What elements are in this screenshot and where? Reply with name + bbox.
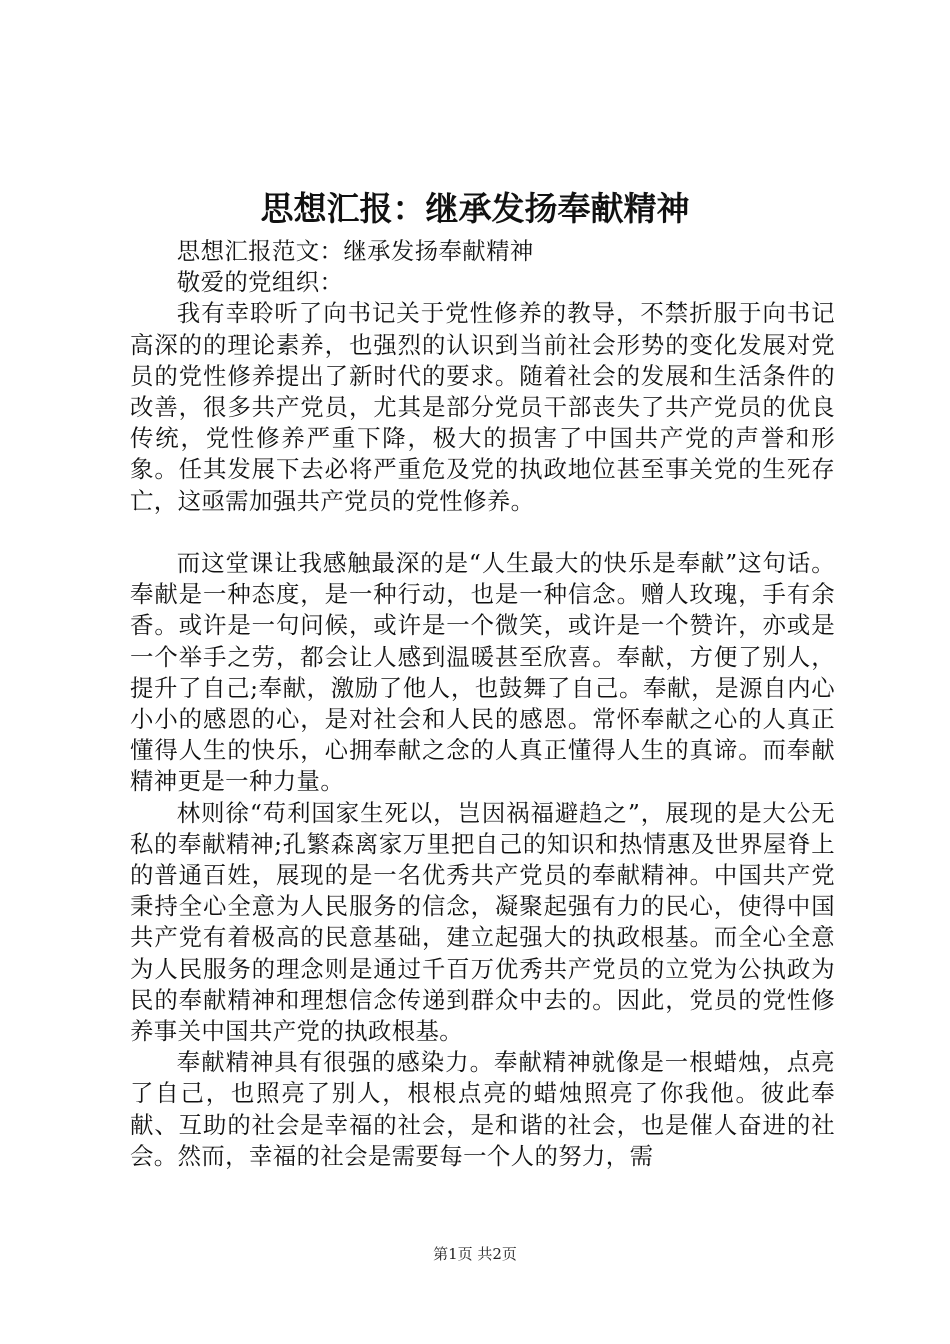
document-body — [130, 236, 835, 1172]
document-title: 思想汇报：继承发扬奉献精神 — [260, 189, 690, 228]
page-indicator: 第1页 共2页 — [433, 1245, 517, 1263]
page-footer — [0, 1243, 950, 1265]
body-paragraph: 而这堂课让我感触最深的是“人生最大的快乐是奉献”这句话。奉献是一种态度，是一种行动，也是一种信念。赠人玫瑰，手有余香。或许是一句问候，或许是一个微笑，或许是一个赞许，亦或是一个举手之劳，都会让人感到温暖甚至欣喜。奉献，方便了别人，提升了自己;奉献，激励了他人，也鼓舞了自己。奉献，是源自内心小小的感恩的心，是对社会和人民的感恩。常怀奉献之心的人真正懂得人生的快乐，心拥奉献之念的人真正懂得人生的真谛。而奉献精神更是一种力量。 — [130, 549, 835, 796]
document-subtitle: 思想汇报范文：继承发扬奉献精神 — [176, 237, 534, 265]
body-paragraph: 我有幸聆听了向书记关于党性修养的教导，不禁折服于向书记高深的的理论素养，也强烈的认识到当前社会形势的变化发展对党员的党性修养提出了新时代的要求。随着社会的发展和生活条件的改善，很多共产党员，尤其是部分党员干部丧失了共产党员的优良传统，党性修养严重下降，极大的损害了中国共产党的声誉和形象。任其发展下去必将严重危及党的执政地位甚至事关党的生死存亡，这亟需加强共产党员的党性修养。 — [130, 299, 835, 515]
body-paragraph: 林则徐“苟利国家生死以，岂因祸福避趋之”，展现的是大公无私的奉献精神;孔繁森离家万里把自己的知识和热情惠及世界屋脊上的普通百姓，展现的是一名优秀共产党员的奉献精神。中国共产党秉持全心全意为人民服务的信念，凝聚起强有力的民心，使得中国共产党有着极高的民意基础，建立起强大的执政根基。而全心全意为人民服务的理念则是通过千百万优秀共产党员的立党为公执政为民的奉献精神和理想信念传递到群众中去的。因此，党员的党性修养事关中国共产党的执政根基。 — [130, 798, 835, 1046]
body-paragraph: 奉献精神具有很强的感染力。奉献精神就像是一根蜡烛，点亮了自己，也照亮了别人，根根点亮的蜡烛照亮了你我他。彼此奉献、互助的社会是幸福的社会，是和谐的社会，也是催人奋进的社会。然而，幸福的社会是需要每一个人的努力，需 — [130, 1048, 835, 1170]
salutation: 敬爱的党组织： — [176, 268, 344, 297]
